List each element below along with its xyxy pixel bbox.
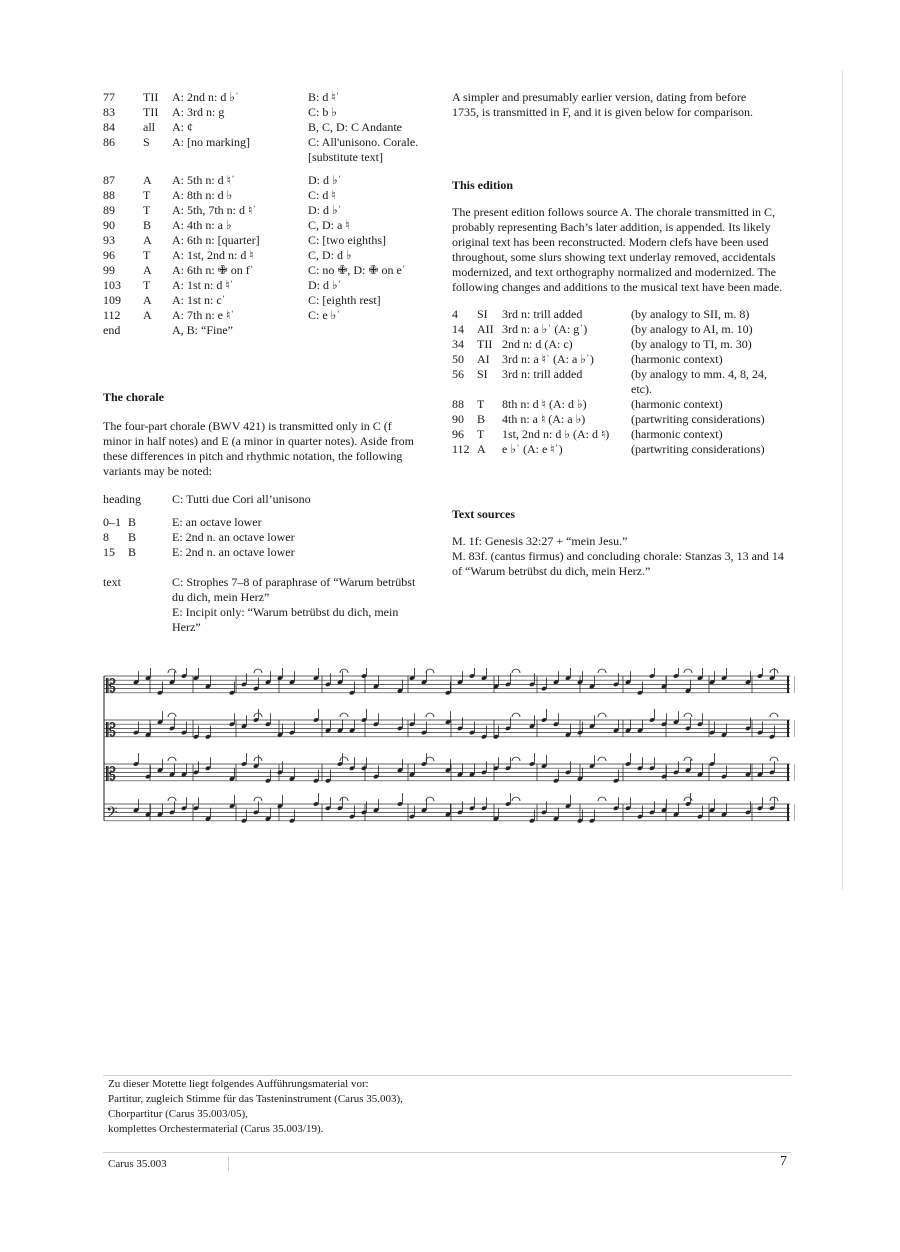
row-label: heading	[103, 492, 141, 506]
fermata-icon	[168, 757, 176, 761]
other-sources-reading: B, C, D: C Andante	[308, 120, 403, 134]
change-reason: (by analogy to AI, m. 10)	[631, 322, 753, 336]
voice: A	[143, 293, 152, 307]
fermata-icon	[340, 797, 348, 801]
voice: S	[143, 135, 150, 149]
spacer	[103, 165, 443, 173]
changes-table	[452, 307, 792, 457]
edition-text: The present edition follows source A. The chorale transmitted in C, probably representing Bach’s later addition, is appended. Its likely original text has been reconstructed. Modern clefs have been used throughout, some slurs showing text underlay removed, accidentals modernized, and text orthography normalized and modernized. The following changes and additions to the musical text have been made.	[452, 205, 783, 294]
chorale-variant-row	[103, 515, 443, 530]
row-label: text	[103, 575, 121, 589]
variant-row	[103, 90, 443, 105]
measure-number: 86	[103, 135, 115, 149]
change-reason: (harmonic context)	[631, 397, 723, 411]
chorale-intro: The four-part chorale (BWV 421) is transmitted only in C (f minor in half notes) and E (a minor in quarter notes). Aside from these differences in pitch and rhythmic notation, the following variants may be noted:	[103, 419, 414, 478]
change-reason: (partwriting considerations)	[631, 412, 765, 426]
voice: A	[143, 173, 152, 187]
variant-text: E: 2nd n. an octave lower	[172, 545, 295, 559]
row-text: C: Tutti due Cori all’unisono	[172, 492, 311, 506]
change-text: 3rd n: a ♭ˈ (A: gˈ)	[502, 322, 588, 336]
measure-number: 15	[103, 545, 115, 559]
voice: T	[143, 203, 151, 217]
c-clef-icon: 𝄡	[106, 675, 117, 697]
fermata-icon	[340, 669, 348, 673]
variant-row	[103, 293, 443, 308]
measure-number: 77	[103, 90, 115, 104]
change-text: 4th n: a ♮ (A: a ♭)	[502, 412, 586, 426]
voice: B	[128, 545, 137, 559]
change-reason: (harmonic context)	[631, 427, 723, 441]
right-column	[452, 90, 792, 579]
source-a-reading: A: 1st n: cˈ	[172, 293, 226, 307]
change-row	[452, 442, 792, 457]
measure-number: 4	[452, 307, 458, 321]
fermata-icon	[340, 757, 348, 761]
measure-number: 0–1	[103, 515, 121, 529]
version-note: A simpler and presumably earlier version, dating from before 1735, is transmitted in F, and it is given below for comparison.	[452, 90, 754, 119]
voice: T	[143, 278, 151, 292]
variant-row	[103, 248, 443, 263]
chorale-score	[100, 668, 795, 830]
row-text	[172, 575, 422, 635]
fermata-icon	[598, 669, 606, 673]
voice: T	[477, 397, 485, 411]
measure-number: 34	[452, 337, 464, 351]
footer-divider	[103, 1075, 791, 1076]
other-sources-reading: C: e ♭ˈ	[308, 308, 341, 322]
change-text: 2nd n: d (A: c)	[502, 337, 573, 351]
other-sources-reading: D: d ♭ˈ	[308, 203, 342, 217]
measure-number: 87	[103, 173, 115, 187]
fermata-icon	[426, 757, 434, 761]
left-column	[103, 90, 443, 635]
variant-row	[103, 323, 443, 338]
change-row	[452, 337, 792, 352]
voice: AI	[477, 352, 490, 366]
measure-number: 88	[103, 188, 115, 202]
fermata-icon	[512, 797, 520, 801]
page-number: 7	[780, 1154, 787, 1169]
source-a-reading: A: [no marking]	[172, 135, 250, 149]
fermata-icon	[684, 713, 692, 717]
voice: A	[143, 233, 152, 247]
other-sources-reading: C: no ✙, D: ✙ on eˈ	[308, 263, 406, 277]
source-a-reading: A: 2nd n: d ♭ˈ	[172, 90, 239, 104]
change-reason: (partwriting considerations)	[631, 442, 765, 456]
measure-number: 90	[103, 218, 115, 232]
voice: A	[143, 263, 152, 277]
fermata-icon	[598, 797, 606, 801]
voice: B	[477, 412, 486, 426]
other-sources-reading: C: [eighth rest]	[308, 293, 381, 307]
source-a-reading: A: 3rd n: g	[172, 105, 225, 119]
fermata-icon	[512, 757, 520, 761]
performance-material-note	[108, 1077, 708, 1137]
measure-number: 88	[452, 397, 464, 411]
measure-number: 103	[103, 278, 121, 292]
variant-text: E: an octave lower	[172, 515, 262, 529]
voice: T	[143, 248, 151, 262]
voice: T	[143, 188, 151, 202]
change-text: e ♭ˈ (A: e ♮ˈ)	[502, 442, 563, 456]
change-reason: (by analogy to SII, m. 8)	[631, 307, 750, 321]
bass-clef-icon: 𝄢	[106, 803, 118, 825]
fermata-icon	[168, 797, 176, 801]
voice: B	[128, 530, 137, 544]
measure-number: 50	[452, 352, 464, 366]
measure-number: 109	[103, 293, 121, 307]
measure-number: 96	[103, 248, 115, 262]
fermata-icon	[426, 669, 434, 673]
fermata-icon	[168, 713, 176, 717]
page-edge-rule	[842, 70, 843, 890]
voice: TII	[143, 90, 159, 104]
fermata-icon	[426, 797, 434, 801]
source-a-reading: A: ¢	[172, 120, 193, 134]
measure-number: 89	[103, 203, 115, 217]
variant-row	[103, 188, 443, 203]
fermata-icon	[512, 669, 520, 673]
fermata-icon	[512, 713, 520, 717]
source-a-reading: A, B: “Fine”	[172, 323, 233, 337]
voice: AII	[477, 322, 494, 336]
voice: T	[477, 427, 485, 441]
voice: TII	[143, 105, 159, 119]
variant-text: E: 2nd n. an octave lower	[172, 530, 295, 544]
change-reason: (by analogy to mm. 4, 8, 24, etc).	[631, 367, 767, 396]
fermata-icon	[598, 757, 606, 761]
text-sources-heading: Text sources	[452, 507, 515, 521]
change-row	[452, 397, 792, 412]
fermata-icon	[684, 669, 692, 673]
variant-row	[103, 135, 443, 165]
voice: A	[477, 442, 486, 456]
variant-row	[103, 120, 443, 135]
text-e: E: Incipit only: “Warum betrübst du dich, mein Herz”	[172, 605, 399, 634]
voice: A	[143, 308, 152, 322]
variant-row	[103, 173, 443, 188]
footer-line: komplettes Orchestermaterial (Carus 35.003/19).	[108, 1123, 324, 1135]
measure-number: end	[103, 323, 121, 337]
other-sources-reading: C, D: a ♮	[308, 218, 350, 232]
text-source-1: M. 1f: Genesis 32:27 + “mein Jesu.”	[452, 534, 628, 548]
chorale-heading-row	[103, 492, 443, 507]
voice: SI	[477, 307, 488, 321]
text-source-2: M. 83f. (cantus firmus) and concluding chorale: Stanzas 3, 13 and 14 of “Warum betrübst du dich, mein Herz.”	[452, 549, 784, 578]
measure-number: 8	[103, 530, 109, 544]
measure-number: 93	[103, 233, 115, 247]
c-clef-icon: 𝄡	[106, 719, 117, 741]
fermata-icon	[426, 713, 434, 717]
catalog-number: Carus 35.003	[108, 1157, 229, 1171]
source-a-reading: A: 1st n: d ♮ˈ	[172, 278, 234, 292]
other-sources-reading: C: All'unisono. Corale. [substitute text]	[308, 135, 419, 164]
change-row	[452, 352, 792, 367]
source-a-reading: A: 7th n: e ♮ˈ	[172, 308, 235, 322]
chorale-heading: The chorale	[103, 390, 164, 404]
change-text: 3rd n: trill added	[502, 307, 583, 321]
source-a-reading: A: 6th n: [quarter]	[172, 233, 260, 247]
edition-heading: This edition	[452, 178, 514, 192]
measure-number: 14	[452, 322, 464, 336]
measure-number: 56	[452, 367, 464, 381]
voice: SI	[477, 367, 488, 381]
chorale-variant-row	[103, 530, 443, 545]
change-row	[452, 322, 792, 337]
voice: TII	[477, 337, 493, 351]
footer-line: Zu dieser Motette liegt folgendes Aufführungsmaterial vor:	[108, 1078, 369, 1090]
change-row	[452, 412, 792, 427]
variant-row	[103, 218, 443, 233]
source-a-reading: A: 8th n: d ♭	[172, 188, 233, 202]
measure-number: 90	[452, 412, 464, 426]
change-row	[452, 427, 792, 442]
change-row	[452, 307, 792, 322]
other-sources-reading: D: d ♭ˈ	[308, 173, 342, 187]
variant-row	[103, 278, 443, 293]
text-c: C: Strophes 7–8 of paraphrase of “Warum betrübst du dich, mein Herz”	[172, 575, 416, 604]
measure-number: 83	[103, 105, 115, 119]
change-row	[452, 367, 792, 397]
voice: B	[143, 218, 152, 232]
change-text: 3rd n: a ♮ˈ (A: a ♭ˈ)	[502, 352, 594, 366]
staff-system	[104, 668, 795, 825]
footer-line: Partitur, zugleich Stimme für das Tasteninstrument (Carus 35.003),	[108, 1093, 403, 1105]
measure-number: 112	[452, 442, 470, 456]
change-reason: (by analogy to TI, m. 30)	[631, 337, 752, 351]
measure-number: 96	[452, 427, 464, 441]
measure-number: 112	[103, 308, 121, 322]
change-reason: (harmonic context)	[631, 352, 723, 366]
source-a-reading: A: 4th n: a ♭	[172, 218, 232, 232]
variant-row	[103, 308, 443, 323]
change-text: 3rd n: trill added	[502, 367, 583, 381]
source-a-reading: A: 5th, 7th n: d ♮ˈ	[172, 203, 257, 217]
footer-line: Chorpartitur (Carus 35.003/05),	[108, 1108, 248, 1120]
other-sources-reading: C: b ♭	[308, 105, 337, 119]
measure-number: 84	[103, 120, 115, 134]
chorale-variant-row	[103, 545, 443, 560]
fermata-icon	[340, 713, 348, 717]
fermata-icon	[254, 797, 262, 801]
other-sources-reading: C: d ♮	[308, 188, 336, 202]
variants-table	[103, 90, 443, 338]
fermata-icon	[770, 713, 778, 717]
fermata-icon	[770, 757, 778, 761]
chorale-text-row	[103, 575, 443, 635]
fermata-icon	[598, 713, 606, 717]
source-a-reading: A: 6th n: ✙ on fˈ	[172, 263, 254, 277]
c-clef-icon: 𝄡	[106, 763, 117, 785]
fermata-icon	[254, 669, 262, 673]
footer-divider	[103, 1152, 791, 1153]
variant-row	[103, 105, 443, 120]
voice: all	[143, 120, 155, 134]
source-a-reading: A: 5th n: d ♮ˈ	[172, 173, 235, 187]
chorale-variants	[103, 515, 443, 560]
variant-row	[103, 203, 443, 218]
variant-row	[103, 233, 443, 248]
change-text: 1st, 2nd n: d ♭ (A: d ♮)	[502, 427, 610, 441]
measure-number: 99	[103, 263, 115, 277]
other-sources-reading: C: [two eighths]	[308, 233, 386, 247]
change-text: 8th n: d ♮ (A: d ♭)	[502, 397, 587, 411]
source-a-reading: A: 1st, 2nd n: d ♮	[172, 248, 254, 262]
other-sources-reading: D: d ♭ˈ	[308, 278, 342, 292]
other-sources-reading: B: d ♮ˈ	[308, 90, 340, 104]
variant-row	[103, 263, 443, 278]
voice: B	[128, 515, 137, 529]
other-sources-reading: C, D: d ♭	[308, 248, 352, 262]
